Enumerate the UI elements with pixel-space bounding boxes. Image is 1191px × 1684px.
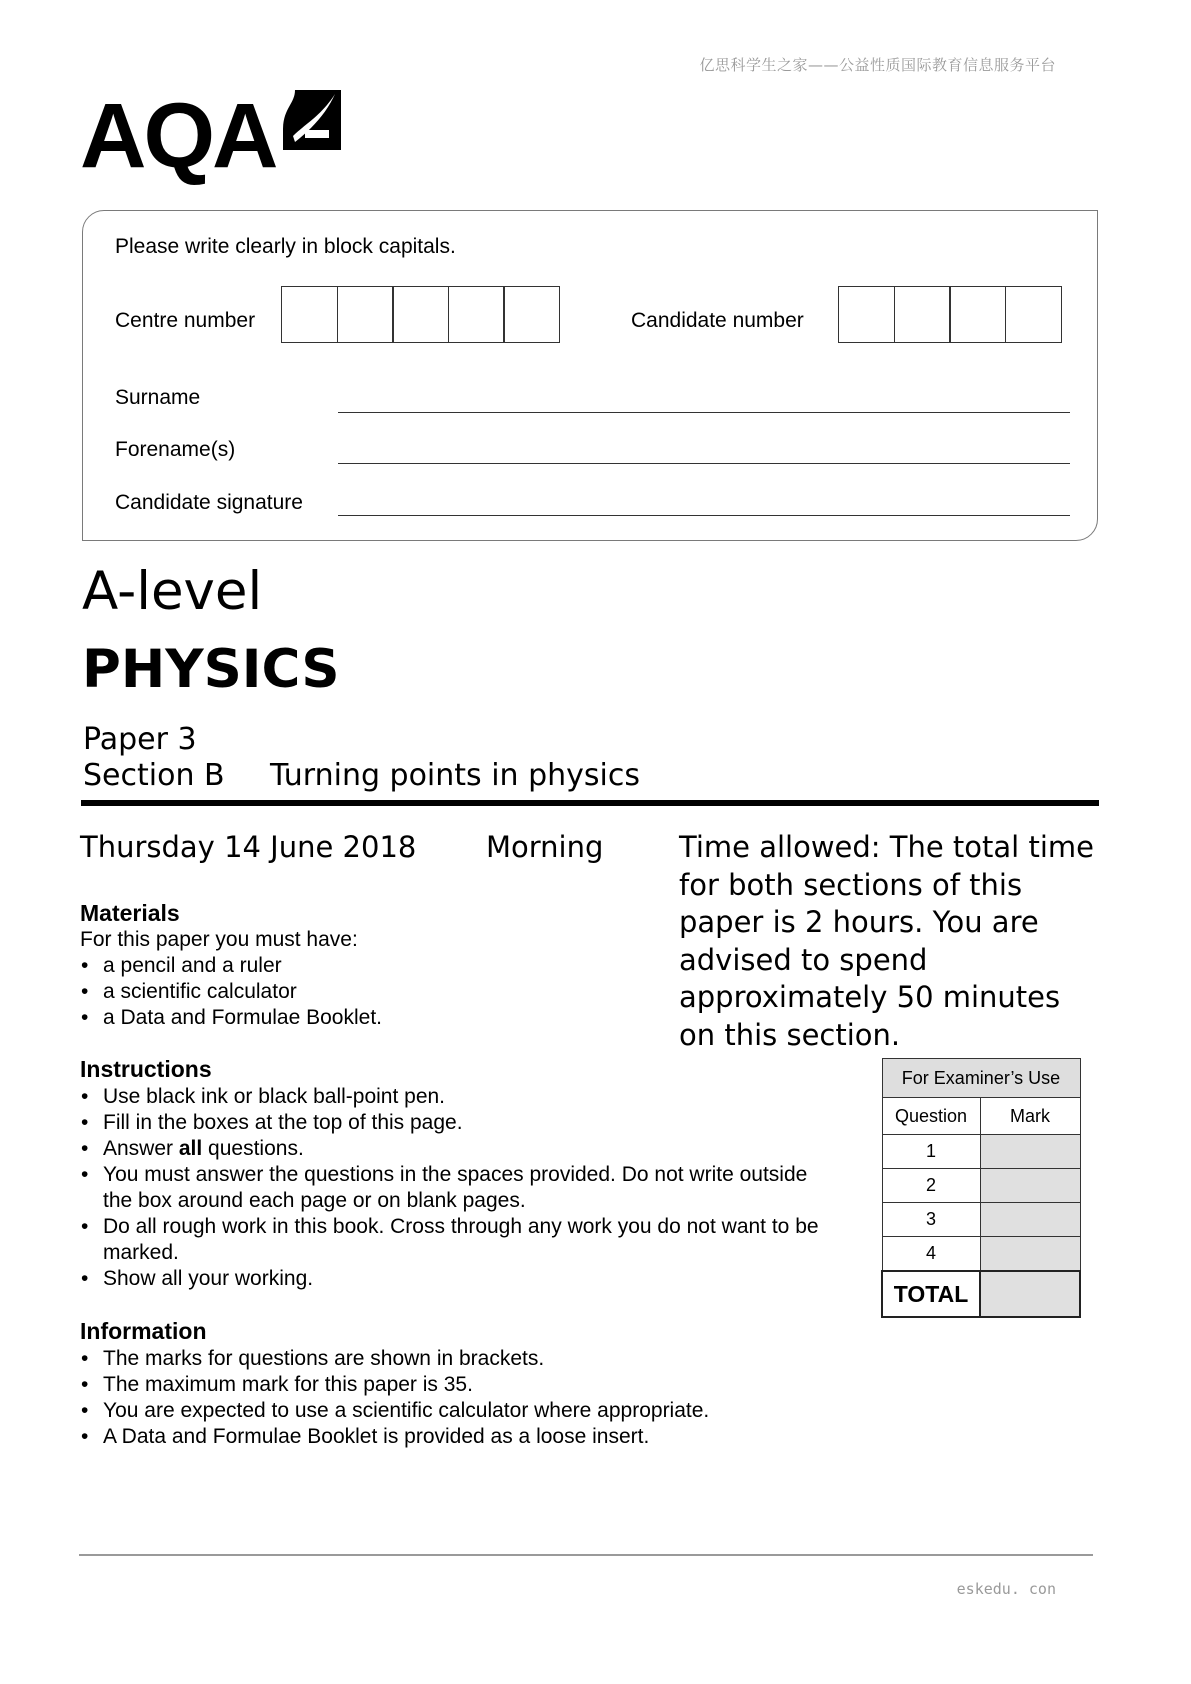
centre-number-boxes (281, 286, 560, 343)
exam-session: Morning (486, 830, 604, 864)
section-title: Turning points in physics (270, 758, 640, 793)
question-number: 2 (882, 1169, 980, 1203)
information-item: • You are expected to use a scientific calculator where appropriate. (80, 1398, 880, 1424)
instruction-item: • Fill in the boxes at the top of this page. (80, 1110, 840, 1136)
centre-number-cell[interactable] (503, 286, 560, 343)
aqa-logo (80, 85, 276, 187)
centre-number-cell[interactable] (392, 286, 449, 343)
surname-line[interactable] (338, 412, 1070, 413)
centre-number-cell[interactable] (337, 286, 394, 343)
materials-item: • a pencil and a ruler (80, 953, 840, 979)
question-number: 4 (882, 1237, 980, 1272)
signature-label: Candidate signature (115, 491, 303, 514)
subject-title: PHYSICS (82, 639, 340, 700)
instruction-item (80, 1136, 840, 1162)
materials-heading: Materials (80, 900, 180, 926)
mark-cell[interactable] (980, 1169, 1080, 1203)
title-divider (81, 800, 1099, 806)
qualification-title: A-level (82, 561, 263, 622)
candidate-number-cell[interactable] (949, 286, 1006, 343)
watermark-top: 亿思科学生之家——公益性质国际教育信息服务平台 (699, 56, 1056, 74)
paper-label: Paper 3 (83, 722, 197, 757)
instruction-item: • You must answer the questions in the spaces provided. Do not write outside the box around each page or on blank pages. (80, 1162, 840, 1214)
instruction-text: questions. (202, 1137, 304, 1160)
materials-section (80, 900, 840, 1031)
instruction-item: • Use black ink or black ball-point pen. (80, 1084, 840, 1110)
centre-number-cell[interactable] (448, 286, 505, 343)
information-heading: Information (80, 1318, 207, 1344)
instruction-item: • Do all rough work in this book. Cross through any work you do not want to be marked. (80, 1214, 840, 1266)
section-label: Section B (83, 758, 225, 793)
materials-intro: For this paper you must have: (80, 928, 358, 951)
forename-label: Forename(s) (115, 438, 236, 461)
mark-cell[interactable] (980, 1203, 1080, 1237)
leaf-mark-icon (283, 90, 341, 150)
mark-column-header: Mark (980, 1098, 1080, 1135)
candidate-number-cell[interactable] (838, 286, 895, 343)
candidate-number-cell[interactable] (1005, 286, 1062, 343)
information-item: • A Data and Formulae Booklet is provided as a loose insert. (80, 1424, 880, 1450)
logo-text: AQA (80, 85, 276, 187)
candidate-number-cell[interactable] (894, 286, 951, 343)
exam-date: Thursday 14 June 2018 (80, 830, 417, 864)
forename-line[interactable] (338, 463, 1070, 464)
instruction-emphasis: all (178, 1137, 203, 1160)
materials-item: • a Data and Formulae Booklet. (80, 1005, 840, 1031)
watermark-bottom: eskedu. con (956, 1580, 1056, 1598)
question-number: 3 (882, 1203, 980, 1237)
information-item: • The marks for questions are shown in brackets. (80, 1346, 880, 1372)
information-section (80, 1318, 880, 1450)
instructions-section (80, 1056, 840, 1292)
block-capitals-instruction: Please write clearly in block capitals. (115, 235, 456, 258)
mark-cell[interactable] (980, 1135, 1080, 1169)
candidate-number-boxes (838, 286, 1062, 343)
materials-item: • a scientific calculator (80, 979, 840, 1005)
total-mark-cell[interactable] (980, 1271, 1080, 1317)
total-label: TOTAL (882, 1271, 980, 1317)
instruction-item: • Show all your working. (80, 1266, 840, 1292)
information-item: • The maximum mark for this paper is 35. (80, 1372, 880, 1398)
instructions-heading: Instructions (80, 1056, 212, 1082)
candidate-number-label: Candidate number (631, 309, 804, 332)
examiner-use-table (881, 1058, 1081, 1318)
centre-number-cell[interactable] (281, 286, 338, 343)
surname-label: Surname (115, 386, 201, 409)
examiner-table-title: For Examiner’s Use (882, 1059, 1080, 1098)
instruction-text: Answer (103, 1137, 179, 1160)
signature-line[interactable] (338, 515, 1070, 516)
question-column-header: Question (882, 1098, 980, 1135)
time-allowed: Time allowed: The total time for both sections of this paper is 2 hours. You are advised to spend approximately 50 minutes on this section. (679, 830, 1094, 1052)
centre-number-label: Centre number (115, 309, 256, 332)
mark-cell[interactable] (980, 1237, 1080, 1272)
question-number: 1 (882, 1135, 980, 1169)
footer-divider (79, 1554, 1093, 1556)
